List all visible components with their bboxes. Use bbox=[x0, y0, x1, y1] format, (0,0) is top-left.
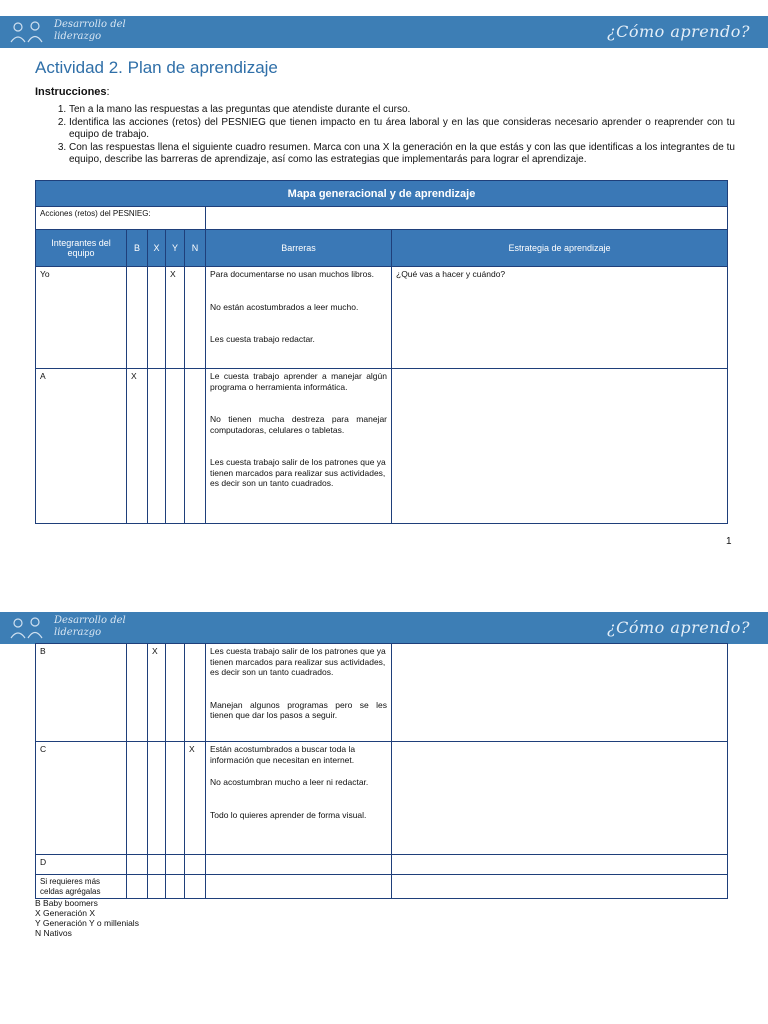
header-estrategia: Estrategia de aprendizaje bbox=[392, 230, 728, 267]
page-title: Actividad 2. Plan de aprendizaje bbox=[35, 58, 278, 77]
header-x: X bbox=[148, 230, 166, 267]
instructions-label: Instrucciones bbox=[35, 86, 107, 98]
legend-item: N Nativos bbox=[35, 928, 72, 938]
mark-b[interactable]: X bbox=[127, 369, 148, 524]
mark-y[interactable]: X bbox=[166, 267, 185, 369]
mark-n[interactable] bbox=[185, 267, 206, 369]
mark-n[interactable] bbox=[185, 369, 206, 524]
estrategia-cell[interactable] bbox=[392, 875, 728, 899]
acciones-input-cell[interactable] bbox=[206, 207, 728, 230]
barrier-text: Le cuesta trabajo aprender a manejar algún programa o herramienta informática. bbox=[210, 371, 387, 392]
mapa-table-part2 bbox=[35, 643, 728, 899]
legend-item: X Generación X bbox=[35, 908, 96, 918]
instruction-item: 3. Con las respuestas llena el siguiente cuadro resumen. Marca con una X la generación en la que estás y con las que identificas a los integrantes de tu equipo, describe las barreras de aprendizaje, así como las estrategias que implementarás para lograr el aprendizaje. bbox=[69, 142, 735, 167]
tagline: ¿Cómo aprendo? bbox=[607, 22, 750, 41]
table-row bbox=[36, 267, 728, 369]
member-name: Si requieres más celdas agrégalas bbox=[36, 875, 127, 899]
table-title: Mapa generacional y de aprendizaje bbox=[36, 181, 728, 207]
instruction-item: 1. Ten a la mano las respuestas a las preguntas que atendiste durante el curso. bbox=[69, 104, 735, 117]
page-header-banner-2 bbox=[0, 612, 768, 644]
barreras-cell[interactable] bbox=[206, 644, 392, 742]
instruction-item: 2. Identifica las acciones (retos) del PESNIEG que tienen impacto en tu área laboral y en las que consideras necesario aprender o reaprender con tu equipo de trabajo. bbox=[69, 117, 735, 142]
table-row bbox=[36, 369, 728, 524]
mark-n[interactable] bbox=[185, 644, 206, 742]
mapa-table-part1 bbox=[35, 180, 728, 524]
barreras-cell[interactable] bbox=[206, 267, 392, 369]
barrier-text: Todo lo quieres aprender de forma visual. bbox=[210, 809, 367, 820]
barrier-text: No están acostumbrados a leer mucho. bbox=[210, 301, 359, 312]
tagline: ¿Cómo aprendo? bbox=[607, 618, 750, 637]
member-name: A bbox=[36, 369, 127, 524]
instructions-list bbox=[35, 104, 735, 167]
table-row bbox=[36, 875, 728, 899]
header-b: B bbox=[127, 230, 148, 267]
page-number: 1 bbox=[726, 536, 732, 547]
mark-y[interactable] bbox=[166, 369, 185, 524]
mark-x[interactable] bbox=[148, 742, 166, 855]
barrier-text: Están acostumbrados a buscar toda la información que necesitan en internet. bbox=[210, 744, 356, 765]
mark-x[interactable] bbox=[148, 267, 166, 369]
brand-line-1: Desarrollo del bbox=[54, 19, 126, 30]
table-row bbox=[36, 742, 728, 855]
mark-y[interactable] bbox=[166, 875, 185, 899]
header-y: Y bbox=[166, 230, 185, 267]
barreras-cell[interactable] bbox=[206, 742, 392, 855]
header-integrantes: Integrantes del equipo bbox=[36, 230, 127, 267]
table-row bbox=[36, 644, 728, 742]
people-logo-icon bbox=[8, 20, 48, 44]
member-name: C bbox=[36, 742, 127, 855]
barrier-text: Les cuesta trabajo salir de los patrones que ya tienen marcados para realizar sus actividades, es decir son un tanto cuadrados. bbox=[210, 457, 386, 488]
mark-n[interactable] bbox=[185, 875, 206, 899]
people-logo-icon bbox=[8, 616, 48, 640]
barrier-text: Para documentarse no usan muchos libros. bbox=[210, 269, 374, 279]
brand-line-2: liderazgo bbox=[54, 627, 102, 638]
brand-line-2: liderazgo bbox=[54, 31, 102, 42]
mark-n[interactable] bbox=[185, 855, 206, 875]
estrategia-cell[interactable] bbox=[392, 855, 728, 875]
brand-text bbox=[54, 19, 126, 43]
barrier-text: Les cuesta trabajo redactar. bbox=[210, 334, 315, 344]
barrier-text: No tienen mucha destreza para manejar computadoras, celulares o tabletas. bbox=[210, 414, 387, 435]
table-row bbox=[36, 855, 728, 875]
legend-item: Y Generación Y o millenials bbox=[35, 918, 139, 928]
brand-line-1: Desarrollo del bbox=[54, 615, 126, 626]
mark-x[interactable]: X bbox=[148, 644, 166, 742]
mark-b[interactable] bbox=[127, 742, 148, 855]
header-barreras: Barreras bbox=[206, 230, 392, 267]
barrier-text: No acostumbran mucho a leer ni redactar. bbox=[210, 777, 369, 787]
header-n: N bbox=[185, 230, 206, 267]
mark-b[interactable] bbox=[127, 875, 148, 899]
mark-y[interactable] bbox=[166, 644, 185, 742]
instructions-heading: Instrucciones: bbox=[35, 86, 110, 98]
legend-item: B Baby boomers bbox=[35, 898, 98, 908]
barrier-text: Les cuesta trabajo salir de los patrones que ya tienen marcados para realizar sus actividades, es decir son un tanto cuadrados. bbox=[210, 646, 386, 677]
mark-x[interactable] bbox=[148, 855, 166, 875]
page-header-banner bbox=[0, 16, 768, 48]
barrier-text: Manejan algunos programas pero se les tienen que dar los pasos a seguir. bbox=[210, 699, 387, 720]
barreras-cell[interactable] bbox=[206, 369, 392, 524]
mark-y[interactable] bbox=[166, 855, 185, 875]
estrategia-cell[interactable] bbox=[392, 644, 728, 742]
brand-text bbox=[54, 615, 126, 639]
mark-y[interactable] bbox=[166, 742, 185, 855]
acciones-label: Acciones (retos) del PESNIEG: bbox=[36, 207, 206, 230]
mark-x[interactable] bbox=[148, 369, 166, 524]
barreras-cell[interactable] bbox=[206, 875, 392, 899]
member-name: D bbox=[36, 855, 127, 875]
mark-x[interactable] bbox=[148, 875, 166, 899]
mark-n[interactable]: X bbox=[185, 742, 206, 855]
estrategia-cell[interactable] bbox=[392, 369, 728, 524]
mark-b[interactable] bbox=[127, 267, 148, 369]
estrategia-cell[interactable] bbox=[392, 742, 728, 855]
member-name: Yo bbox=[36, 267, 127, 369]
generation-legend bbox=[35, 898, 139, 938]
mark-b[interactable] bbox=[127, 855, 148, 875]
mark-b[interactable] bbox=[127, 644, 148, 742]
barreras-cell[interactable] bbox=[206, 855, 392, 875]
member-name: B bbox=[36, 644, 127, 742]
estrategia-cell[interactable]: ¿Qué vas a hacer y cuándo? bbox=[392, 267, 728, 369]
